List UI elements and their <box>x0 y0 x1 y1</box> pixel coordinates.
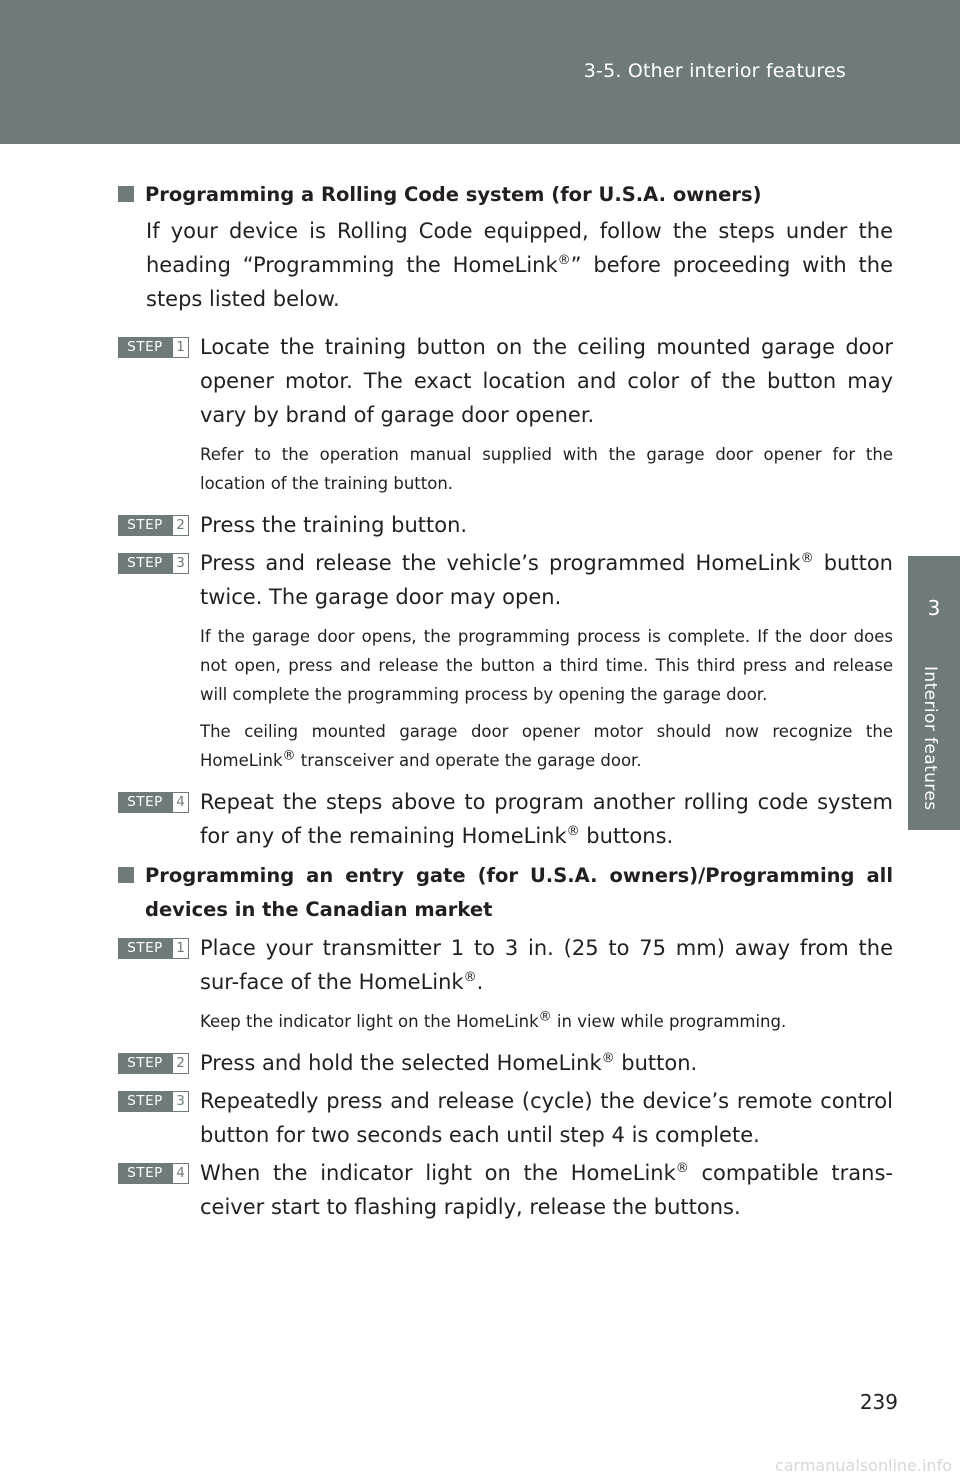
page-content <box>118 178 893 1224</box>
step-item <box>118 1156 893 1224</box>
step-text: Press the training button. <box>200 513 468 537</box>
watermark: carmanualsonline.info <box>774 1456 952 1475</box>
step-item <box>118 1046 893 1080</box>
square-bullet-icon <box>118 859 136 927</box>
step-badge: STEP 1 <box>118 938 192 959</box>
step-badge: STEP 4 <box>118 792 192 813</box>
intro-paragraph: If your device is Rolling Code equipped, follow the steps under the heading “Programming the HomeLink®” before proceeding with the steps listed below. <box>146 219 893 311</box>
step-item <box>118 330 893 498</box>
step-text: When the indicator light on the HomeLink® compatible trans-ceiver start to flashing rapidly, release the buttons. <box>200 1161 893 1219</box>
step-note: Refer to the operation manual supplied with the garage door opener for the location of the training button. <box>200 445 893 493</box>
section-heading-rolling-code: Programming a Rolling Code system (for U.S.A. owners) <box>118 178 893 212</box>
step-badge: STEP 1 <box>118 337 192 358</box>
square-bullet-icon <box>118 178 136 212</box>
chapter-title: Interior features <box>920 666 940 811</box>
step-text: Repeatedly press and release (cycle) the device’s remote control button for two seconds each until step 4 is complete. <box>200 1089 893 1147</box>
step-item <box>118 546 893 775</box>
step-item <box>118 785 893 853</box>
step-item <box>118 931 893 1036</box>
step-text: Press and release the vehicle’s programmed HomeLink® button twice. The garage door may open. <box>200 551 893 609</box>
step-text: Place your transmitter 1 to 3 in. (25 to 75 mm) away from the sur-face of the HomeLink®. <box>200 936 893 994</box>
page-header <box>0 0 908 144</box>
step-text: Locate the training button on the ceiling mounted garage door opener motor. The exact location and color of the button may vary by brand of garage door opener. <box>200 335 893 427</box>
step-badge: STEP 3 <box>118 553 192 574</box>
step-badge: STEP 2 <box>118 1053 192 1074</box>
step-note: The ceiling mounted garage door opener motor should now recognize the HomeLink® transceiver and operate the garage door. <box>200 722 893 770</box>
step-note: If the garage door opens, the programming process is complete. If the door does not open, press and release the button a third time. This third press and release will complete the programming process by opening the garage door. <box>200 627 893 704</box>
step-item <box>118 508 893 542</box>
section-heading-entry-gate: Programming an entry gate (for U.S.A. owners)/Programming all devices in the Canadian market <box>118 859 893 927</box>
step-item <box>118 1084 893 1152</box>
side-tab-top <box>908 0 960 144</box>
step-note: Keep the indicator light on the HomeLink® in view while programming. <box>200 1009 787 1031</box>
step-badge: STEP 2 <box>118 515 192 536</box>
chapter-number: 3 <box>927 596 941 620</box>
step-badge: STEP 4 <box>118 1163 192 1184</box>
page-number: 239 <box>859 1390 898 1414</box>
chapter-tab <box>908 556 960 830</box>
section-title: 3-5. Other interior features <box>583 60 846 82</box>
step-text: Repeat the steps above to program another rolling code system for any of the remaining HomeLink® buttons. <box>200 790 893 848</box>
step-text: Press and hold the selected HomeLink® button. <box>200 1051 698 1075</box>
step-badge: STEP 3 <box>118 1091 192 1112</box>
